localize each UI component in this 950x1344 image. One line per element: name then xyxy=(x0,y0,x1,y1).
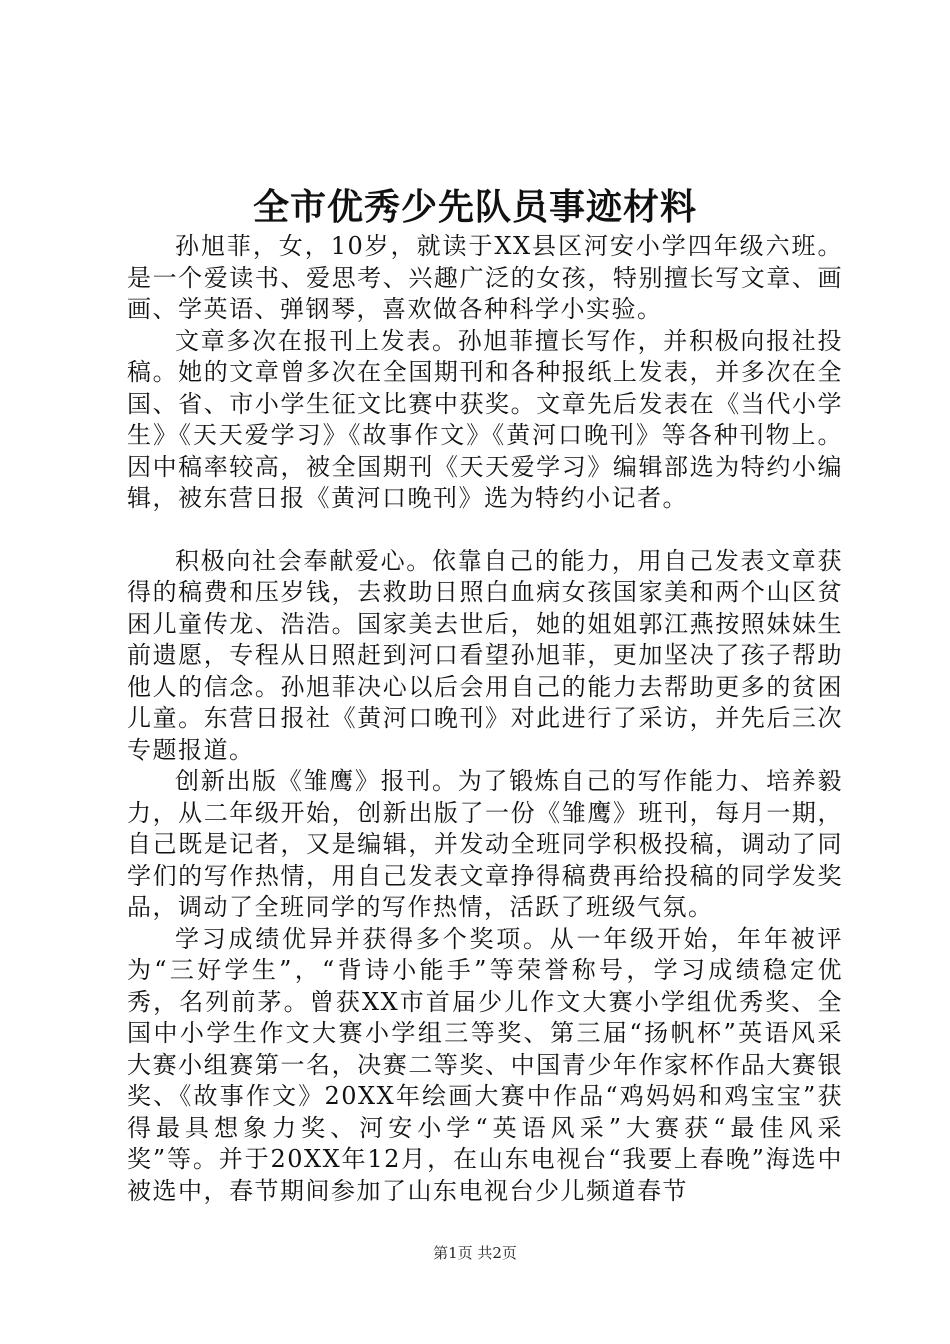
paragraph-awards: 学习成绩优异并获得多个奖项。从一年级开始，年年被评为“三好学生”，“背诗小能手”等荣誉称号，学习成绩稳定优秀，名列前茅。曾获XX市首届少儿作文大赛小学组优秀奖、全国中小学生作文大赛小学组三等奖、第三届“扬帆杯”英语风采大赛小组赛第一名，决赛二等奖、中国青少年作家杯作品大赛银奖、《故事作文》20XX年绘画大赛中作品“鸡妈妈和鸡宝宝”获得最具想象力奖、河安小学“英语风采”大赛获“最佳风采奖”等。并于20XX年12月，在山东电视台“我要上春晚”海选中被选中，春节期间参加了山东电视台少儿频道春节 xyxy=(127,924,843,1205)
paragraph-writing: 文章多次在报刊上发表。孙旭菲擅长写作，并积极向报社投稿。她的文章曾多次在全国期刊和各种报纸上发表，并多次在全国、省、市小学生征文比赛中获奖。文章先后发表在《当代小学生》《天天爱学习》《故事作文》《黄河口晚刊》等各种刊物上。因中稿率较高，被全国期刊《天天爱学习》编辑部选为特约小编辑，被东营日报《黄河口晚刊》选为特约小记者。 xyxy=(127,326,843,512)
page-number-footer: 第1页 共2页 xyxy=(433,1244,517,1262)
paragraph-charity: 积极向社会奉献爱心。依靠自己的能力，用自己发表文章获得的稿费和压岁钱，去救助日照白血病女孩国家美和两个山区贫困儿童传龙、浩浩。国家美去世后，她的姐姐郭江燕按照妹妹生前遗愿，专程从日照赶到河口看望孙旭菲，更加坚决了孩子帮助他人的信念。孙旭菲决心以后会用自己的能力去帮助更多的贫困儿童。东营日报社《黄河口晚刊》对此进行了采访，并先后三次专题报道。 xyxy=(127,546,843,764)
document-title: 全市优秀少先队员事迹材料 xyxy=(252,187,697,228)
paragraph-intro: 孙旭菲，女，10岁，就读于XX县区河安小学四年级六班。是一个爱读书、爱思考、兴趣广泛的女孩，特别擅长写文章、画画、学英语、弹钢琴，喜欢做各种科学小实验。 xyxy=(127,232,843,323)
document-body xyxy=(127,231,843,1207)
paragraph-publication: 创新出版《雏鹰》报刊。为了锻炼自己的写作能力、培养毅力，从二年级开始，创新出版了一份《雏鹰》班刊，每月一期，自己既是记者，又是编辑，并发动全班同学积极投稿，调动了同学们的写作热情，用自己发表文章挣得稿费再给投稿的同学发奖品，调动了全班同学的写作热情，活跃了班级气氛。 xyxy=(127,767,843,921)
